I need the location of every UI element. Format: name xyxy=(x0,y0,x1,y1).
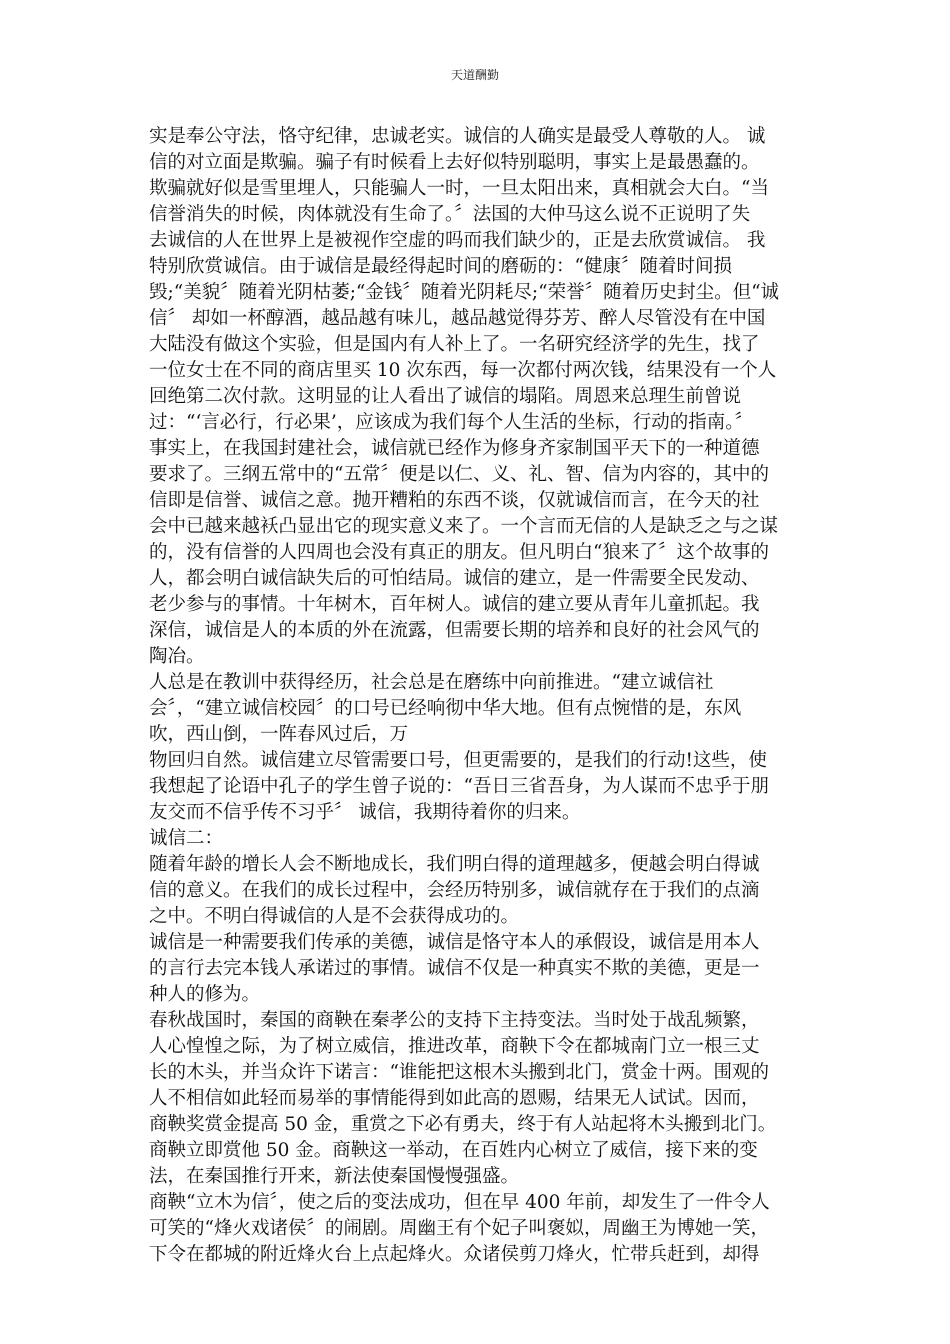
text-line: 法，在秦国推行开来，新法使秦国慢慢强盛。 xyxy=(149,1166,520,1187)
text-line: 商鞅奖赏金提高 50 金，重赏之下必有勇夫，终于有人站起将木头搬到北门。 xyxy=(149,1114,777,1135)
text-line: 事实上，在我国封建社会，诚信就已经作为修身齐家制国平天下的一种道德 xyxy=(149,438,760,459)
text-line: 可笑的“烽火戏诸侯〞的闹剧。周幽王有个妃子叫褒姒，周幽王为博她一笑， xyxy=(149,1218,769,1239)
text-line: 一位女士在不同的商店里买 10 次东西，每一次都付两次钱，结果没有一个人 xyxy=(149,360,777,381)
text-line: 信即是信誉、诚信之意。抛开糟粕的东西不谈，仅就诚信而言，在今天的社 xyxy=(149,490,760,511)
text-line: 信的意义。在我们的成长过程中，会经历特别多，诚信就存在于我们的点滴 xyxy=(149,880,760,901)
text-line: 我想起了论语中孔子的学生曾子说的：“吾日三省吾身，为人谋而不忠乎于朋 xyxy=(149,776,769,797)
text-line: 特别欣赏诚信。由于诚信是最经得起时间的磨砺的：“健康〞随着时间损 xyxy=(149,256,732,277)
text-line: 人总是在教训中获得经历，社会总是在磨练中向前推进。“建立诚信社 xyxy=(149,672,714,693)
text-line: 信誉消失的时候，肉体就没有生命了。〞法国的大仲马这么说不正说明了失 xyxy=(149,204,751,225)
text-line: 会〞，“建立诚信校园〞的口号已经响彻中华大地。但有点惋惜的是，东风 xyxy=(149,698,742,719)
text-line: 长的木头，并当众许下诺言：“谁能把这根木头搬到北门，赏金十两。围观的 xyxy=(149,1062,769,1083)
text-line: 会中已越来越袄凸显出它的现实意义来了。一个言而无信的人是缺乏之与之谋 xyxy=(149,516,779,537)
text-line: 春秋战国时，秦国的商鞅在秦孝公的支持下主持变法。当时处于战乱频繁， xyxy=(149,1010,760,1031)
text-line: 去诚信的人在世界上是被视作空虚的吗而我们缺少的，正是去欣赏诚信。 我 xyxy=(149,230,766,251)
text-line: 吹，西山倒，一阵春风过后，万 xyxy=(149,724,409,745)
text-line: 商鞅立即赏他 50 金。商鞅这一举动，在百姓内心树立了威信，接下来的变 xyxy=(149,1140,758,1161)
text-line: 深信，诚信是人的本质的外在流露，但需要长期的培养和良好的社会风气的 xyxy=(149,620,760,641)
text-line: 物回归自然。诚信建立尽管需要口号，但更需要的，是我们的行动!这些，使 xyxy=(149,750,767,771)
text-line: 种人的修为。 xyxy=(149,984,261,1005)
text-line: 人不相信如此轻而易举的事情能得到如此高的恩赐，结果无人试试。因而， xyxy=(149,1088,760,1109)
text-line: 友交而不信乎传不习乎〞 诚信，我期待着你的归来。 xyxy=(149,802,581,823)
document-body xyxy=(149,124,799,1268)
text-line: 回绝第二次付款。这明显的让人看出了诚信的塌陷。周恩来总理生前曾说 xyxy=(149,386,742,407)
text-line: 的，没有信誉的人四周也会没有真正的朋友。但凡明白“狼来了〞这个故事的 xyxy=(149,542,769,563)
section-heading: 诚信二： xyxy=(149,828,224,849)
text-line: 的言行去完本钱人承诺过的事情。诚信不仅是一种真实不欺的美德，更是一 xyxy=(149,958,760,979)
text-line: 要求了。三纲五常中的“五常〞便是以仁、义、礼、智、信为内容的，其中的 xyxy=(149,464,769,485)
text-line: 欺骗就好似是雪里埋人，只能骗人一时，一旦太阳出来，真相就会大白。“当 xyxy=(149,178,769,199)
text-line: 老少参与的事情。十年树木，百年树人。诚信的建立要从青年儿童抓起。我 xyxy=(149,594,760,615)
text-line: 人心惶惶之际，为了树立威信，推进改革，商鞅下令在都城南门立一根三丈 xyxy=(149,1036,760,1057)
text-line: 陶冶。 xyxy=(149,646,205,667)
text-line: 信〞 却如一杯醇酒，越品越有味儿，越品越觉得芬芳、醉人尽管没有在中国 xyxy=(149,308,766,329)
text-line: 过：“‘言必行，行必果’，应该成为我们每个人生活的坐标，行动的指南。〞 xyxy=(149,412,753,433)
text-line: 实是奉公守法，恪守纪律，忠诚老实。诚信的人确实是最受人尊敬的人。 诚 xyxy=(149,126,766,147)
text-line: 之中。不明白得诚信的人是不会获得成功的。 xyxy=(149,906,520,927)
page-header: 天道酬勤 xyxy=(450,68,499,82)
text-line: 人，都会明白诚信缺失后的可怕结局。诚信的建立，是一件需要全民发动、 xyxy=(149,568,760,589)
text-line: 商鞅“立木为信〞，使之后的变法成功，但在早 400 年前，却发生了一件令人 xyxy=(149,1192,770,1213)
text-line: 下令在都城的附近烽火台上点起烽火。众诸侯剪刀烽火，忙带兵赶到，却得 xyxy=(149,1244,760,1265)
text-line: 信的对立面是欺骗。骗子有时候看上去好似特别聪明，事实上是最愚蠢的。 xyxy=(149,152,760,173)
text-line: 毁;“美貌〞随着光阴枯萎;“金钱〞随着光阴耗尽;“荣誉〞随着历史封尘。但“诚 xyxy=(149,282,780,303)
text-line: 大陆没有做这个实验，但是国内有人补上了。一名研究经济学的先生，找了 xyxy=(149,334,760,355)
text-line: 随着年龄的增长人会不断地成长，我们明白得的道理越多，便越会明白得诚 xyxy=(149,854,760,875)
text-line: 诚信是一种需要我们传承的美德，诚信是恪守本人的承假设，诚信是用本人 xyxy=(149,932,760,953)
